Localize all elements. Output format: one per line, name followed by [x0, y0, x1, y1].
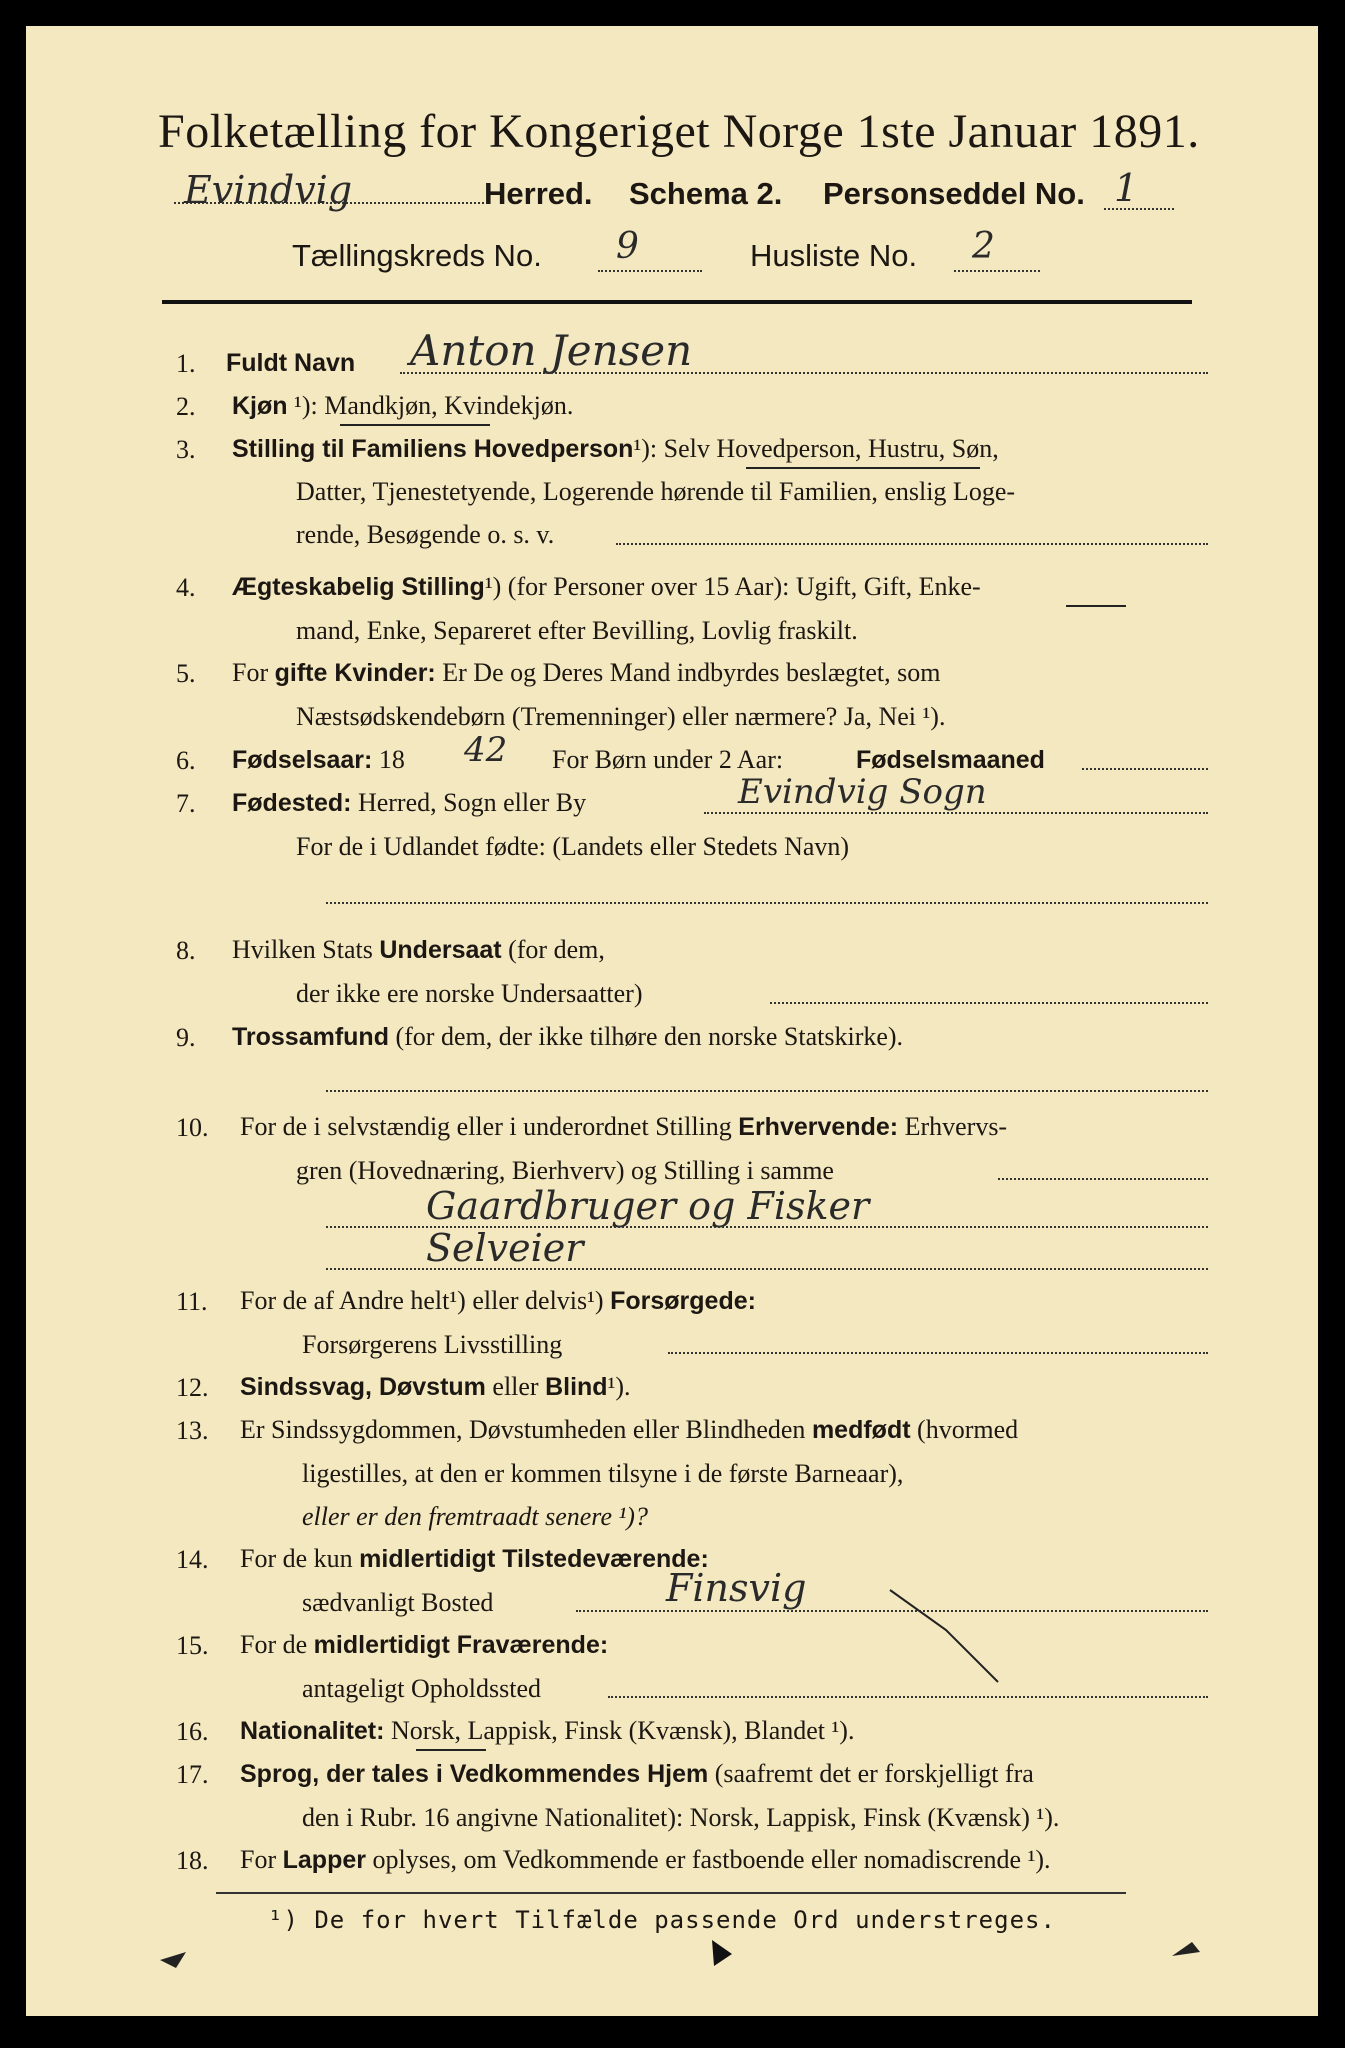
row-label: Kjøn — [232, 392, 288, 420]
row-text: (for dem, der ikke tilhøre den norske Statskirke). — [395, 1022, 904, 1051]
row-7-blank-line — [326, 902, 1208, 904]
row-8 — [232, 935, 605, 965]
row-number: 12. — [176, 1373, 209, 1402]
row-number: 14. — [176, 1545, 209, 1574]
row-6-line — [1082, 768, 1208, 770]
row-14-line2: sædvanligt Bosted — [302, 1588, 494, 1617]
underline-selv — [746, 467, 980, 469]
row-label-2: Blind — [545, 1373, 608, 1401]
corner-mark-right — [1166, 1938, 1206, 1968]
row-3 — [232, 434, 999, 464]
personseddel-number: 1 — [1114, 166, 1139, 210]
row-7 — [232, 788, 586, 818]
taellingskreds-label: Tællingskreds No. — [292, 238, 542, 273]
row-text: ¹): Mandkjøn, Kvindekjøn. — [294, 391, 574, 420]
corner-mark-left — [156, 1942, 196, 1972]
row-number: 3. — [176, 435, 196, 464]
row-18 — [240, 1845, 1051, 1875]
row-6-text2: For Børn under 2 Aar: — [552, 745, 784, 774]
row-13-line3: eller er den fremtraadt senere ¹)? — [302, 1502, 648, 1531]
husliste-label: Husliste No. — [750, 238, 918, 273]
row-text: 18 — [378, 745, 405, 774]
row-label: Sindssvag, Døvstum — [240, 1373, 486, 1401]
row-15-line2: antageligt Opholdssted — [302, 1674, 542, 1703]
taellingskreds-line — [598, 270, 702, 272]
row-prefix: For de i selvstændig eller i underordnet Stilling — [240, 1112, 732, 1141]
full-name-answer: Anton Jensen — [410, 326, 693, 375]
row-text: (saafremt det er forskjelligt fra — [714, 1759, 1034, 1788]
row-number: 2. — [176, 392, 196, 421]
underline-norsk — [416, 1749, 486, 1751]
row-number: 7. — [176, 789, 196, 818]
row-8-line2: der ikke ere norske Undersaatter) — [296, 979, 643, 1008]
row-label: Lapper — [282, 1846, 366, 1874]
row-number: 1. — [176, 349, 196, 378]
row-5 — [232, 658, 941, 688]
row-10 — [240, 1112, 1007, 1142]
row-number: 6. — [176, 746, 196, 775]
row-15 — [240, 1630, 608, 1660]
row-number: 11. — [176, 1287, 208, 1316]
row-13-line2: ligestilles, at den er kommen tilsyne i de første Barneaar), — [302, 1459, 904, 1488]
row-label: Fødselsaar: — [232, 746, 373, 774]
row-number: 9. — [176, 1023, 196, 1052]
row-label: Nationalitet: — [240, 1717, 385, 1745]
row-17-line2: den i Rubr. 16 angivne Nationalitet): Norsk, Lappisk, Finsk (Kvænsk) ¹). — [302, 1803, 1060, 1832]
row-11-line — [668, 1352, 1208, 1354]
row-4-line2: mand, Enke, Separeret efter Bevilling, Lovlig fraskilt. — [296, 616, 858, 645]
personseddel-label: Personseddel No. — [823, 176, 1085, 211]
row-label: Sprog, der tales i Vedkommendes Hjem — [240, 1760, 709, 1788]
personseddel-line — [1104, 208, 1174, 210]
row-label: Trossamfund — [232, 1023, 389, 1051]
row-label: Fødselsmaaned — [856, 746, 1045, 774]
row-number: 10. — [176, 1113, 209, 1142]
row-text: Herred, Sogn eller By — [357, 788, 587, 817]
row-prefix: For — [232, 658, 269, 687]
row-6 — [232, 745, 405, 775]
row-7-line — [704, 812, 1208, 814]
row-number: 16. — [176, 1717, 209, 1746]
footnote-rule — [216, 1892, 1126, 1894]
taellingskreds-number: 9 — [616, 226, 639, 267]
row-prefix: For — [240, 1845, 277, 1874]
row-9 — [232, 1022, 903, 1052]
row-number: 8. — [176, 936, 196, 965]
row-text: ¹): Selv Hovedperson, Hustru, Søn, — [633, 434, 999, 463]
occupation-answer: Gaardbruger og Fisker — [426, 1184, 870, 1228]
row-prefix: Hvilken Stats — [232, 935, 373, 964]
row-text: Norsk, Lappisk, Finsk (Kvænsk), Blandet ¹). — [390, 1716, 855, 1745]
full-name-line — [400, 372, 1208, 374]
row-label: midlertidigt Tilstedeværende: — [359, 1545, 709, 1573]
row-3-line3: rende, Besøgende o. s. v. — [296, 520, 555, 549]
row-label: Fødested: — [232, 789, 352, 817]
row-6-bold2 — [856, 745, 1045, 775]
row-label: Erhvervende: — [738, 1113, 899, 1141]
row-3-line — [616, 543, 1208, 545]
row-label: Ægteskabelig Stilling — [232, 573, 485, 601]
row-text-2: ¹). — [607, 1372, 631, 1401]
underline-mandkjon — [340, 424, 490, 426]
occupation-answer-2: Selveier — [426, 1226, 584, 1270]
row-label: medfødt — [811, 1416, 911, 1444]
row-label: Stilling til Familiens Hovedperson — [232, 435, 634, 463]
row-10-line-c — [326, 1268, 1208, 1270]
row-number: 4. — [176, 573, 196, 602]
row-5-line2: Næstsødskendebørn (Tremenninger) eller nærmere? Ja, Nei ¹). — [296, 702, 946, 731]
row-7-line2: For de i Udlandet fødte: (Landets eller Stedets Navn) — [296, 832, 850, 861]
row-15-line — [608, 1696, 1208, 1698]
row-3-line2: Datter, Tjenestetyende, Logerende hørende til Familien, enslig Loge- — [296, 477, 1016, 506]
row-12 — [240, 1372, 631, 1402]
row-label: gifte Kvinder: — [274, 659, 436, 687]
row-prefix: For de kun — [240, 1544, 353, 1573]
row-number: 15. — [176, 1631, 209, 1660]
row-label: midlertidigt Fraværende: — [313, 1631, 609, 1659]
cross-out-stroke — [886, 1586, 1006, 1686]
residence-answer: Finsvig — [666, 1566, 807, 1610]
husliste-number: 2 — [972, 226, 995, 267]
row-prefix: Er Sindssygdommen, Døvstumheden eller Blindheden — [240, 1415, 806, 1444]
row-text: (hvormed — [917, 1415, 1019, 1444]
row-8-line — [770, 1002, 1208, 1004]
municipality-answer: Evindvig — [184, 168, 353, 212]
row-text: Erhvervs- — [904, 1112, 1008, 1141]
row-11 — [240, 1286, 756, 1316]
birthplace-answer: Evindvig Sogn — [738, 772, 987, 812]
row-text: oplyses, om Vedkommende er fastboende eller nomadiscrende ¹). — [372, 1845, 1051, 1874]
row-text: eller — [492, 1372, 539, 1401]
row-10-line-a — [998, 1178, 1208, 1180]
schema-label: Schema 2. — [629, 176, 783, 211]
row-text: (for dem, — [508, 935, 605, 964]
row-number: 18. — [176, 1846, 209, 1875]
census-form — [26, 26, 1318, 2016]
corner-mark-center — [702, 1936, 742, 1970]
row-text: ¹) (for Personer over 15 Aar): Ugift, Gift, Enke- — [484, 572, 981, 601]
form-title: Folketælling for Kongeriget Norge 1ste Januar 1891. — [158, 105, 1200, 158]
row-number: 13. — [176, 1416, 209, 1445]
row-label: Forsørgede: — [610, 1287, 756, 1315]
row-prefix: For de af Andre helt¹) eller delvis¹) — [240, 1286, 604, 1315]
row-10-line2: gren (Hovednæring, Bierhverv) og Stilling i samme — [296, 1156, 834, 1185]
row-label: Fuldt Navn — [226, 349, 356, 377]
footnote: ¹) De for hvert Tilfælde passende Ord understreges. — [268, 1906, 1056, 1934]
herred-label: Herred. — [484, 176, 593, 211]
row-16 — [240, 1716, 854, 1746]
row-number: 5. — [176, 659, 196, 688]
header-rule — [162, 300, 1192, 304]
row-13 — [240, 1415, 1018, 1445]
row-14 — [240, 1544, 709, 1574]
row-4 — [232, 572, 981, 602]
row-number: 17. — [176, 1760, 209, 1789]
row-9-blank-line — [326, 1090, 1208, 1092]
row-17 — [240, 1759, 1034, 1789]
row-prefix: For de — [240, 1630, 308, 1659]
row-2 — [232, 391, 573, 421]
underline-gift — [1066, 605, 1126, 607]
row-11-line2: Forsørgerens Livsstilling — [302, 1330, 563, 1359]
row-text: Er De og Deres Mand indbyrdes beslægtet, som — [442, 658, 941, 687]
husliste-line — [954, 270, 1040, 272]
birth-year-answer: 42 — [464, 730, 508, 770]
row-label: Undersaat — [379, 936, 502, 964]
row-1 — [226, 348, 355, 378]
